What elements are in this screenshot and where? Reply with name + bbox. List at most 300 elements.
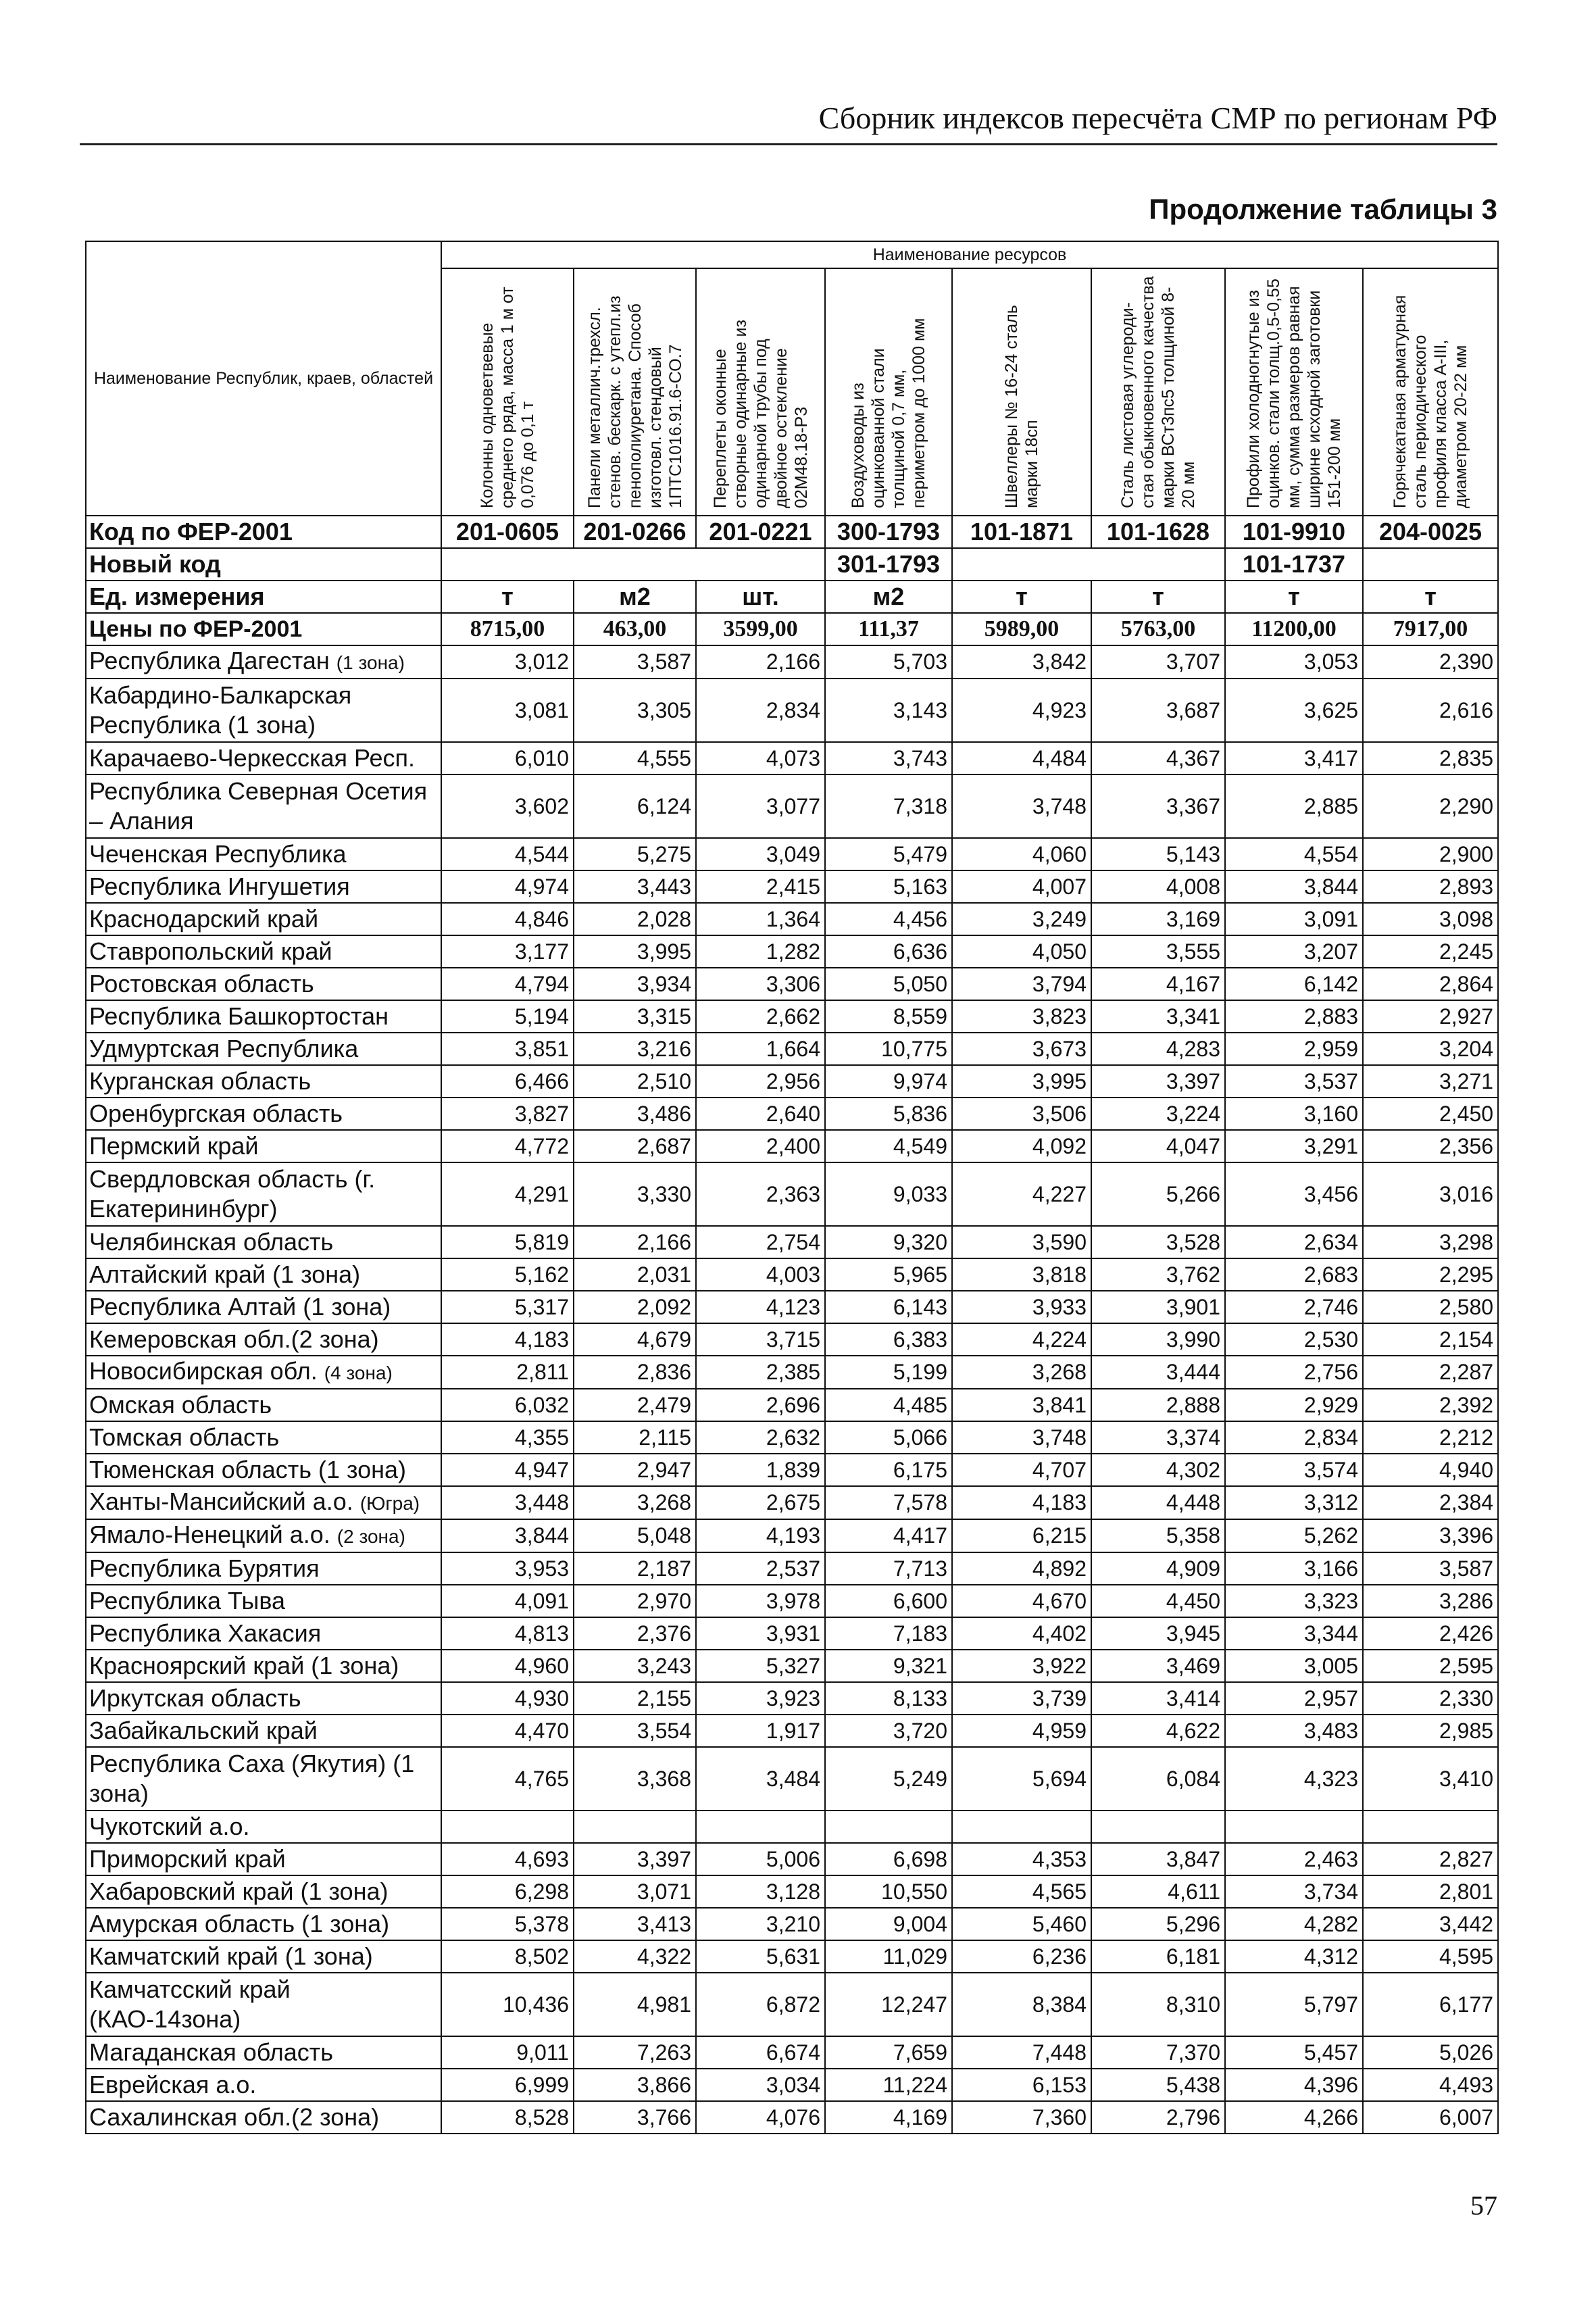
index-value: 3,707 xyxy=(1091,645,1225,679)
fer-code-cell: 201-0605 xyxy=(441,516,574,548)
unit-cell: т xyxy=(1091,581,1225,613)
resource-header-4 xyxy=(825,268,952,516)
index-value: 2,696 xyxy=(696,1389,825,1421)
region-name-text: Республика Саха (Якутия) (1 зона) xyxy=(89,1750,415,1807)
index-value: 3,081 xyxy=(441,679,574,742)
region-name-text: Новосибирская обл. xyxy=(89,1357,318,1385)
index-value: 8,384 xyxy=(952,1973,1091,2036)
index-value: 3,483 xyxy=(1225,1715,1363,1747)
index-value: 4,302 xyxy=(1091,1454,1225,1486)
index-value: 5,358 xyxy=(1091,1519,1225,1552)
index-value: 4,930 xyxy=(441,1682,574,1715)
index-value: 3,160 xyxy=(1225,1098,1363,1130)
index-value: 3,306 xyxy=(696,968,825,1000)
new-code-cell xyxy=(952,548,1225,581)
region-name-text: Чукотский а.о. xyxy=(89,1813,250,1840)
index-value: 4,227 xyxy=(952,1162,1091,1226)
index-value: 3,368 xyxy=(574,1747,696,1811)
index-value: 3,397 xyxy=(574,1843,696,1875)
index-value: 1,839 xyxy=(696,1454,825,1486)
index-value: 6,175 xyxy=(825,1454,952,1486)
index-value: 5,262 xyxy=(1225,1519,1363,1552)
index-value: 4,060 xyxy=(952,838,1091,870)
index-value: 8,528 xyxy=(441,2101,574,2134)
index-value: 4,402 xyxy=(952,1617,1091,1650)
index-value: 4,396 xyxy=(1225,2069,1363,2101)
region-name-text: Хабаровский край (1 зона) xyxy=(89,1877,389,1905)
index-value: 7,360 xyxy=(952,2101,1091,2134)
index-value: 3,410 xyxy=(1363,1747,1498,1811)
index-value: 4,355 xyxy=(441,1421,574,1454)
index-value: 4,679 xyxy=(574,1323,696,1356)
index-value: 4,565 xyxy=(952,1875,1091,1908)
index-value: 2,330 xyxy=(1363,1682,1498,1715)
index-value: 3,945 xyxy=(1091,1617,1225,1650)
region-name xyxy=(86,1000,441,1033)
index-value: 3,128 xyxy=(696,1875,825,1908)
table-row xyxy=(86,645,1498,679)
region-name xyxy=(86,1421,441,1454)
region-name xyxy=(86,1162,441,1226)
table-row xyxy=(86,1258,1498,1291)
index-value: 2,756 xyxy=(1225,1356,1363,1389)
region-name xyxy=(86,679,441,742)
region-name xyxy=(86,1323,441,1356)
index-value: 4,323 xyxy=(1225,1747,1363,1811)
index-value: 3,330 xyxy=(574,1162,696,1226)
index-value: 3,844 xyxy=(441,1519,574,1552)
index-value: 5,703 xyxy=(825,645,952,679)
index-value: 3,554 xyxy=(574,1715,696,1747)
index-value: 2,834 xyxy=(696,679,825,742)
index-value: 4,007 xyxy=(952,870,1091,903)
index-value: 3,448 xyxy=(441,1486,574,1519)
index-value: 7,713 xyxy=(825,1552,952,1585)
index-value: 5,050 xyxy=(825,968,952,1000)
table-row xyxy=(86,1682,1498,1715)
region-name xyxy=(86,1552,441,1585)
new-code-cell: 101-1737 xyxy=(1225,548,1363,581)
index-value: 2,295 xyxy=(1363,1258,1498,1291)
index-value: 3,537 xyxy=(1225,1065,1363,1098)
index-value: 5,006 xyxy=(696,1843,825,1875)
table-continuation-label: Продолжение таблицы 3 xyxy=(1149,193,1497,225)
index-value: 6,177 xyxy=(1363,1973,1498,2036)
fer-code-cell: 101-1871 xyxy=(952,516,1091,548)
index-value: 9,321 xyxy=(825,1650,952,1682)
unit-cell: м2 xyxy=(825,581,952,613)
index-value: 3,590 xyxy=(952,1226,1091,1258)
header-rule xyxy=(80,143,1497,145)
index-value: 2,392 xyxy=(1363,1389,1498,1421)
region-name-text: Ставропольский край xyxy=(89,937,332,965)
price-cell: 11200,00 xyxy=(1225,613,1363,645)
index-value xyxy=(1363,1811,1498,1843)
index-value: 3,298 xyxy=(1363,1226,1498,1258)
index-value: 9,974 xyxy=(825,1065,952,1098)
index-value: 6,298 xyxy=(441,1875,574,1908)
index-value: 3,766 xyxy=(574,2101,696,2134)
index-value: 8,310 xyxy=(1091,1973,1225,2036)
price-cell: 5763,00 xyxy=(1091,613,1225,645)
index-value: 3,049 xyxy=(696,838,825,870)
index-value: 2,212 xyxy=(1363,1421,1498,1454)
price-cell: 111,37 xyxy=(825,613,952,645)
index-value: 3,012 xyxy=(441,645,574,679)
fer-code-cell: 201-0266 xyxy=(574,516,696,548)
index-value: 3,743 xyxy=(825,742,952,774)
new-code-cell xyxy=(1363,548,1498,581)
table-row xyxy=(86,1552,1498,1585)
index-value: 4,183 xyxy=(441,1323,574,1356)
index-table xyxy=(85,241,1499,2134)
index-value: 4,974 xyxy=(441,870,574,903)
index-value: 4,981 xyxy=(574,1973,696,2036)
table-row xyxy=(86,1843,1498,1875)
index-value: 2,687 xyxy=(574,1130,696,1162)
region-name xyxy=(86,1585,441,1617)
index-value: 2,479 xyxy=(574,1389,696,1421)
region-name xyxy=(86,1747,441,1811)
table-body xyxy=(86,516,1498,2134)
resource-header-2 xyxy=(574,268,696,516)
index-value: 5,819 xyxy=(441,1226,574,1258)
index-value: 3,143 xyxy=(825,679,952,742)
region-name xyxy=(86,870,441,903)
index-value: 3,847 xyxy=(1091,1843,1225,1875)
index-value: 2,835 xyxy=(1363,742,1498,774)
index-value: 2,463 xyxy=(1225,1843,1363,1875)
index-value: 4,909 xyxy=(1091,1552,1225,1585)
region-name xyxy=(86,1258,441,1291)
table-row xyxy=(86,742,1498,774)
index-value: 3,602 xyxy=(441,774,574,838)
index-value: 3,442 xyxy=(1363,1908,1498,1940)
price-cell: 8715,00 xyxy=(441,613,574,645)
index-value: 2,947 xyxy=(574,1454,696,1486)
index-value: 5,317 xyxy=(441,1291,574,1323)
index-value: 2,115 xyxy=(574,1421,696,1454)
index-value: 2,092 xyxy=(574,1291,696,1323)
region-name-text: Курганская область xyxy=(89,1067,311,1095)
index-value: 3,243 xyxy=(574,1650,696,1682)
index-value: 4,960 xyxy=(441,1650,574,1682)
index-value: 9,004 xyxy=(825,1908,952,1940)
index-value: 3,720 xyxy=(825,1715,952,1747)
new-code-row xyxy=(86,548,1498,581)
table-row xyxy=(86,1617,1498,1650)
region-name-text: Алтайский край (1 зона) xyxy=(89,1260,361,1288)
region-name-text: Забайкальский край xyxy=(89,1717,318,1744)
index-value: 3,016 xyxy=(1363,1162,1498,1226)
price-row xyxy=(86,613,1498,645)
index-value: 5,438 xyxy=(1091,2069,1225,2101)
region-name-text: Краснодарский край xyxy=(89,905,319,933)
index-value: 2,662 xyxy=(696,1000,825,1033)
index-value: 5,836 xyxy=(825,1098,952,1130)
index-value: 4,670 xyxy=(952,1585,1091,1617)
table-row xyxy=(86,1389,1498,1421)
price-label: Цены по ФЕР-2001 xyxy=(86,613,441,645)
region-name xyxy=(86,1875,441,1908)
index-value: 5,631 xyxy=(696,1940,825,1973)
region-name xyxy=(86,1940,441,1973)
resource-name: Горячекатаная арматурная сталь периодического профиля класса А-III, диаметром 20-22 мм xyxy=(1391,295,1471,508)
index-value xyxy=(1091,1811,1225,1843)
index-value: 3,841 xyxy=(952,1389,1091,1421)
index-value: 5,457 xyxy=(1225,2036,1363,2069)
index-value: 3,748 xyxy=(952,774,1091,838)
index-value: 3,587 xyxy=(1363,1552,1498,1585)
region-zone-note: (4 зона) xyxy=(324,1362,393,1383)
region-name-text: Свердловская область (г. Екатерининбург) xyxy=(89,1165,376,1223)
resource-name: Колонны одноветвевые среднего ряда, масса 1 м от 0,076 до 0,1 т xyxy=(478,287,537,508)
index-value: 2,888 xyxy=(1091,1389,1225,1421)
index-value: 3,687 xyxy=(1091,679,1225,742)
index-value: 3,734 xyxy=(1225,1875,1363,1908)
index-value: 3,901 xyxy=(1091,1291,1225,1323)
region-name-text: Иркутская область xyxy=(89,1684,301,1712)
region-name-text: Республика Дагестан xyxy=(89,647,330,674)
index-value: 8,559 xyxy=(825,1000,952,1033)
index-value: 2,632 xyxy=(696,1421,825,1454)
region-name xyxy=(86,1389,441,1421)
index-value: 4,291 xyxy=(441,1162,574,1226)
index-value: 3,934 xyxy=(574,968,696,1000)
index-value: 3,034 xyxy=(696,2069,825,2101)
index-value: 3,794 xyxy=(952,968,1091,1000)
table-header xyxy=(86,241,1498,516)
index-value: 4,091 xyxy=(441,1585,574,1617)
index-value: 2,927 xyxy=(1363,1000,1498,1033)
table-row xyxy=(86,1811,1498,1843)
table-row xyxy=(86,1033,1498,1065)
table-row xyxy=(86,968,1498,1000)
index-value: 5,327 xyxy=(696,1650,825,1682)
index-value: 5,143 xyxy=(1091,838,1225,870)
region-name xyxy=(86,1356,441,1389)
index-value: 2,683 xyxy=(1225,1258,1363,1291)
index-value: 2,287 xyxy=(1363,1356,1498,1389)
index-value: 3,443 xyxy=(574,870,696,903)
region-name-text: Еврейская а.о. xyxy=(89,2071,257,2098)
index-value: 2,959 xyxy=(1225,1033,1363,1065)
index-value: 4,092 xyxy=(952,1130,1091,1162)
price-cell: 5989,00 xyxy=(952,613,1091,645)
fer-code-cell: 101-1628 xyxy=(1091,516,1225,548)
index-value: 4,123 xyxy=(696,1291,825,1323)
fer-code-cell: 204-0025 xyxy=(1363,516,1498,548)
index-value: 2,595 xyxy=(1363,1650,1498,1682)
table-row xyxy=(86,1291,1498,1323)
index-value: 4,283 xyxy=(1091,1033,1225,1065)
table-row xyxy=(86,870,1498,903)
index-value: 7,318 xyxy=(825,774,952,838)
region-name-text: Карачаево-Черкесская Респ. xyxy=(89,744,415,772)
region-name xyxy=(86,645,441,679)
index-value: 4,484 xyxy=(952,742,1091,774)
region-name-text: Республика Башкортостан xyxy=(89,1002,389,1030)
table-row xyxy=(86,1323,1498,1356)
index-value: 3,842 xyxy=(952,645,1091,679)
resource-header-7 xyxy=(1225,268,1363,516)
resource-name: Панели металлич.трехсл. стенов. бескарк. с утепл.из пенополиуретана. Способ изготовл. стендовый 1ПТС1016.91.6-СО.7 xyxy=(584,295,685,508)
index-value: 6,181 xyxy=(1091,1940,1225,1973)
price-cell: 463,00 xyxy=(574,613,696,645)
index-value: 3,053 xyxy=(1225,645,1363,679)
region-name-text: Приморский край xyxy=(89,1845,286,1873)
index-value: 2,376 xyxy=(574,1617,696,1650)
index-value: 6,698 xyxy=(825,1843,952,1875)
index-value: 2,390 xyxy=(1363,645,1498,679)
index-value: 3,922 xyxy=(952,1650,1091,1682)
index-value: 6,153 xyxy=(952,2069,1091,2101)
index-value: 6,636 xyxy=(825,935,952,968)
price-cell: 3599,00 xyxy=(696,613,825,645)
index-value: 5,026 xyxy=(1363,2036,1498,2069)
region-name xyxy=(86,1973,441,2036)
region-name-text: Республика Бурятия xyxy=(89,1554,320,1582)
table-row xyxy=(86,2036,1498,2069)
index-value: 12,247 xyxy=(825,1973,952,2036)
index-value: 3,305 xyxy=(574,679,696,742)
index-value: 4,622 xyxy=(1091,1715,1225,1747)
index-value: 6,007 xyxy=(1363,2101,1498,2134)
unit-row xyxy=(86,581,1498,613)
region-name-text: Удмуртская Республика xyxy=(89,1035,359,1062)
region-name xyxy=(86,1519,441,1552)
table-row xyxy=(86,1421,1498,1454)
index-value: 2,510 xyxy=(574,1065,696,1098)
index-value: 4,008 xyxy=(1091,870,1225,903)
region-name xyxy=(86,935,441,968)
index-value: 8,133 xyxy=(825,1682,952,1715)
table-row xyxy=(86,1486,1498,1519)
region-name-text: Камчатсский край (КАО-14зона) xyxy=(89,1975,291,2033)
index-value: 4,595 xyxy=(1363,1940,1498,1973)
index-value: 3,827 xyxy=(441,1098,574,1130)
index-value: 5,266 xyxy=(1091,1162,1225,1226)
index-value: 2,801 xyxy=(1363,1875,1498,1908)
index-value: 3,397 xyxy=(1091,1065,1225,1098)
index-value: 3,995 xyxy=(952,1065,1091,1098)
region-name xyxy=(86,1617,441,1650)
index-value: 2,754 xyxy=(696,1226,825,1258)
index-value: 3,071 xyxy=(574,1875,696,1908)
index-value: 2,031 xyxy=(574,1258,696,1291)
resource-header-6 xyxy=(1091,268,1225,516)
table-row xyxy=(86,1940,1498,1973)
index-value: 3,933 xyxy=(952,1291,1091,1323)
running-title: Сборник индексов пересчёта СМР по регионам РФ xyxy=(818,101,1497,135)
new-code-cell: 301-1793 xyxy=(825,548,952,581)
index-value: 2,400 xyxy=(696,1130,825,1162)
table-row xyxy=(86,1908,1498,1940)
index-value: 2,154 xyxy=(1363,1323,1498,1356)
index-value: 5,275 xyxy=(574,838,696,870)
index-value: 9,320 xyxy=(825,1226,952,1258)
index-value: 3,748 xyxy=(952,1421,1091,1454)
index-value: 9,011 xyxy=(441,2036,574,2069)
region-zone-note: (2 зона) xyxy=(336,1526,405,1547)
index-value: 4,448 xyxy=(1091,1486,1225,1519)
index-value: 1,664 xyxy=(696,1033,825,1065)
unit-cell: м2 xyxy=(574,581,696,613)
region-name xyxy=(86,1811,441,1843)
region-name-text: Томская область xyxy=(89,1423,280,1451)
index-value: 3,207 xyxy=(1225,935,1363,968)
index-value: 4,224 xyxy=(952,1323,1091,1356)
index-value: 4,183 xyxy=(952,1486,1091,1519)
index-value: 3,098 xyxy=(1363,903,1498,935)
index-value: 2,885 xyxy=(1225,774,1363,838)
index-value: 3,077 xyxy=(696,774,825,838)
region-name xyxy=(86,1715,441,1747)
index-value: 7,659 xyxy=(825,2036,952,2069)
region-name xyxy=(86,1226,441,1258)
index-value: 3,851 xyxy=(441,1033,574,1065)
index-value: 1,282 xyxy=(696,935,825,968)
region-name-text: Тюменская область (1 зона) xyxy=(89,1456,407,1483)
index-value: 4,959 xyxy=(952,1715,1091,1747)
index-value: 11,224 xyxy=(825,2069,952,2101)
index-value: 3,091 xyxy=(1225,903,1363,935)
index-value: 4,003 xyxy=(696,1258,825,1291)
index-value: 3,177 xyxy=(441,935,574,968)
index-value: 2,166 xyxy=(574,1226,696,1258)
index-value: 3,528 xyxy=(1091,1226,1225,1258)
index-value: 3,323 xyxy=(1225,1585,1363,1617)
index-value: 3,990 xyxy=(1091,1323,1225,1356)
index-value: 4,765 xyxy=(441,1747,574,1811)
index-value: 2,929 xyxy=(1225,1389,1363,1421)
index-value: 3,484 xyxy=(696,1747,825,1811)
index-value: 2,827 xyxy=(1363,1843,1498,1875)
index-value: 3,210 xyxy=(696,1908,825,1940)
region-name-text: Сахалинская обл.(2 зона) xyxy=(89,2103,380,2131)
region-name-text: Магаданская область xyxy=(89,2038,334,2066)
index-value: 3,844 xyxy=(1225,870,1363,903)
index-value: 2,864 xyxy=(1363,968,1498,1000)
index-value: 4,167 xyxy=(1091,968,1225,1000)
new-code-cell xyxy=(441,548,825,581)
index-value: 3,715 xyxy=(696,1323,825,1356)
index-value: 4,312 xyxy=(1225,1940,1363,1973)
index-value: 6,999 xyxy=(441,2069,574,2101)
region-name-text: Омская область xyxy=(89,1391,272,1419)
unit-cell: т xyxy=(952,581,1091,613)
index-value: 2,834 xyxy=(1225,1421,1363,1454)
index-value: 2,957 xyxy=(1225,1682,1363,1715)
index-value: 3,005 xyxy=(1225,1650,1363,1682)
region-name xyxy=(86,1908,441,1940)
region-zone-note: (1 зона) xyxy=(336,652,405,673)
region-name xyxy=(86,2036,441,2069)
resource-name: Швеллеры № 16-24 сталь марки 18сп xyxy=(1002,305,1041,508)
region-name-text: Республика Ингушетия xyxy=(89,872,350,900)
region-name-text: Красноярский край (1 зона) xyxy=(89,1652,399,1679)
table-row xyxy=(86,774,1498,838)
index-value: 4,940 xyxy=(1363,1454,1498,1486)
table-row xyxy=(86,1226,1498,1258)
index-value: 3,166 xyxy=(1225,1552,1363,1585)
region-name-text: Ханты-Мансийский а.о. xyxy=(89,1487,353,1515)
index-value: 4,544 xyxy=(441,838,574,870)
region-name xyxy=(86,903,441,935)
index-value: 5,797 xyxy=(1225,1973,1363,2036)
index-value xyxy=(574,1811,696,1843)
index-value: 10,436 xyxy=(441,1973,574,2036)
